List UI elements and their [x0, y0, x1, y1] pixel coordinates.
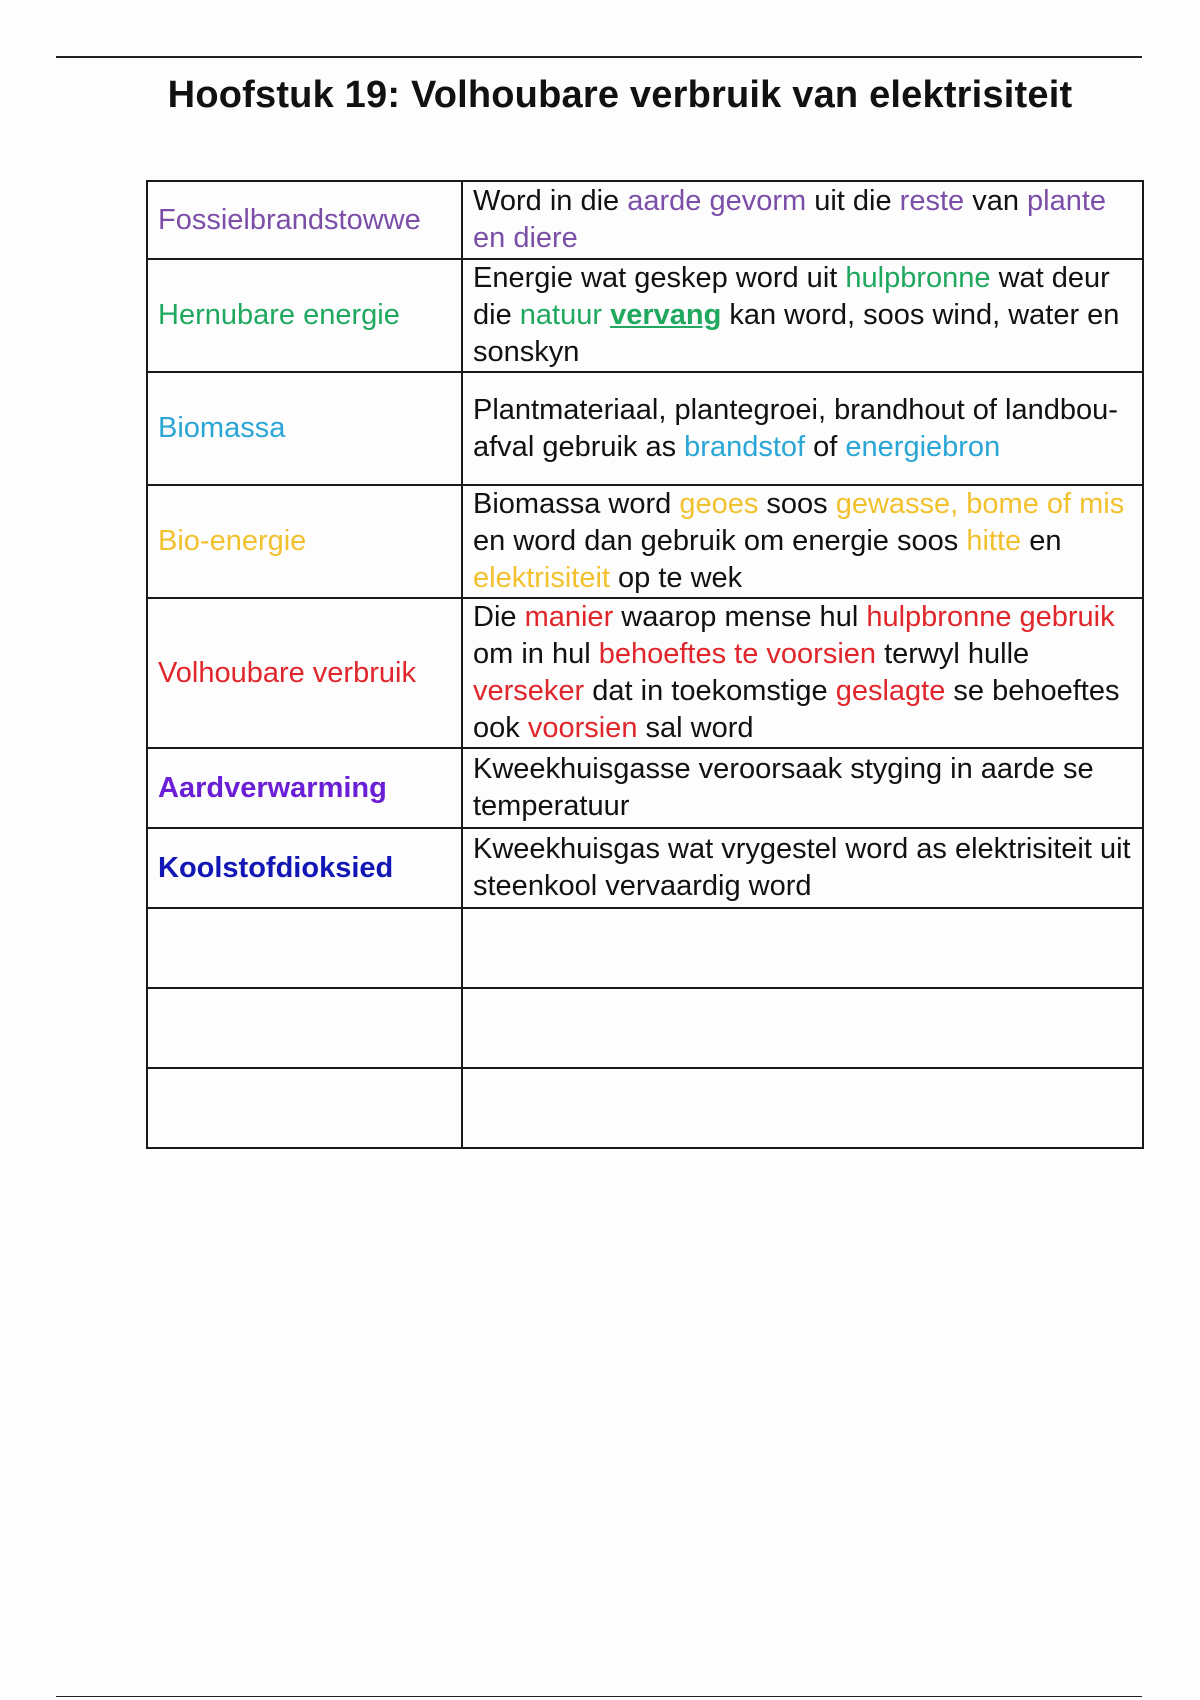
definition-cell	[462, 598, 1143, 748]
definition-segment: uit die	[806, 185, 900, 217]
term-cell	[147, 259, 462, 372]
definition-segment: om in hul	[473, 638, 599, 670]
definition-segment: vervang	[610, 299, 722, 331]
definition-segment: brandstof	[684, 430, 806, 463]
term-label: Bio-energie	[158, 525, 307, 557]
table-row	[147, 181, 1143, 259]
definition-segment: natuur	[519, 299, 602, 331]
table-row	[147, 372, 1143, 485]
definition-cell	[462, 1068, 1143, 1148]
definition-segment: op te wek	[610, 562, 743, 594]
definition-cell	[462, 259, 1143, 372]
definition-segment: se behoeftes ook	[473, 675, 1120, 744]
definition-cell	[462, 372, 1143, 485]
table-row	[147, 598, 1143, 748]
definition-segment: Word in die	[473, 185, 628, 217]
definition-segment: waarop mense hul	[613, 601, 867, 633]
definition-segment: geslagte	[835, 675, 946, 707]
definition-segment: sal word	[637, 712, 754, 744]
term-cell	[147, 748, 462, 828]
definition-segment: hulpbronne	[845, 262, 991, 294]
glossary-table	[146, 180, 1144, 1149]
term-cell	[147, 181, 462, 259]
definition-segment: wat deur die	[473, 262, 1110, 331]
definition-cell	[462, 908, 1143, 988]
term-label: Biomassa	[158, 412, 286, 444]
definition-segment: van	[964, 185, 1028, 217]
definition-segment: aarde gevorm	[627, 185, 807, 217]
glossary-body	[147, 181, 1143, 1148]
term-label: Koolstofdioksied	[158, 851, 394, 884]
definition-segment: Energie wat geskep word uit	[473, 262, 846, 294]
definition-segment: Kweekhuisgas wat vrygestel word as elektrisiteit uit steenkool vervaardig word	[473, 833, 1131, 902]
term-cell	[147, 908, 462, 988]
table-row	[147, 259, 1143, 372]
definition-segment: en	[1021, 525, 1062, 557]
definition-segment: voorsien	[527, 712, 638, 744]
definition-segment: soos	[758, 488, 836, 520]
term-label: Aardverwarming	[158, 771, 387, 804]
bottom-rule	[56, 1696, 1142, 1697]
definition-segment: plante en diere	[473, 185, 1107, 254]
definition-cell	[462, 828, 1143, 908]
definition-segment: en word dan gebruik om energie soos	[473, 525, 967, 557]
definition-segment: hulpbronne gebruik	[866, 601, 1115, 633]
definition-segment: manier	[524, 601, 614, 633]
definition-segment: terwyl hulle	[876, 638, 1030, 670]
definition-segment: reste	[899, 185, 965, 217]
term-cell	[147, 828, 462, 908]
definition-segment: Plantmateriaal, plantegroei, brandhout of landbou-afval gebruik as	[473, 393, 1118, 463]
definition-cell	[462, 181, 1143, 259]
table-row	[147, 748, 1143, 828]
term-cell	[147, 1068, 462, 1148]
definition-segment: elektrisiteit	[473, 562, 610, 594]
definition-cell	[462, 988, 1143, 1068]
definition-cell	[462, 748, 1143, 828]
definition-segment: gewasse, bome of mis	[835, 488, 1125, 520]
definition-segment: verseker	[473, 675, 585, 707]
definition-cell	[462, 485, 1143, 598]
definition-segment: of	[805, 430, 846, 463]
table-row	[147, 485, 1143, 598]
term-cell	[147, 485, 462, 598]
definition-segment: geoes	[679, 488, 759, 520]
table-row	[147, 988, 1143, 1068]
definition-segment: energiebron	[845, 430, 1001, 463]
definition-segment: Biomassa word	[473, 488, 680, 520]
definition-segment: behoeftes te voorsien	[598, 638, 877, 670]
table-row	[147, 828, 1143, 908]
definition-segment: dat in toekomstige	[584, 675, 836, 707]
table-row	[147, 1068, 1143, 1148]
definition-segment: Kweekhuisgasse veroorsaak styging in aarde se temperatuur	[473, 753, 1094, 822]
definition-segment	[602, 299, 610, 331]
term-label: Volhoubare verbruik	[158, 656, 416, 689]
term-cell	[147, 598, 462, 748]
term-label: Hernubare energie	[158, 299, 400, 331]
term-label: Fossielbrandstowwe	[158, 203, 421, 236]
definition-segment: Die	[473, 601, 525, 633]
table-row	[147, 908, 1143, 988]
term-cell	[147, 372, 462, 485]
top-rule	[56, 56, 1142, 58]
term-cell	[147, 988, 462, 1068]
page-title: Hoofstuk 19: Volhoubare verbruik van elektrisiteit	[167, 74, 1073, 116]
definition-segment: kan word, soos wind, water en sonskyn	[473, 299, 1120, 368]
definition-segment: hitte	[966, 525, 1022, 557]
